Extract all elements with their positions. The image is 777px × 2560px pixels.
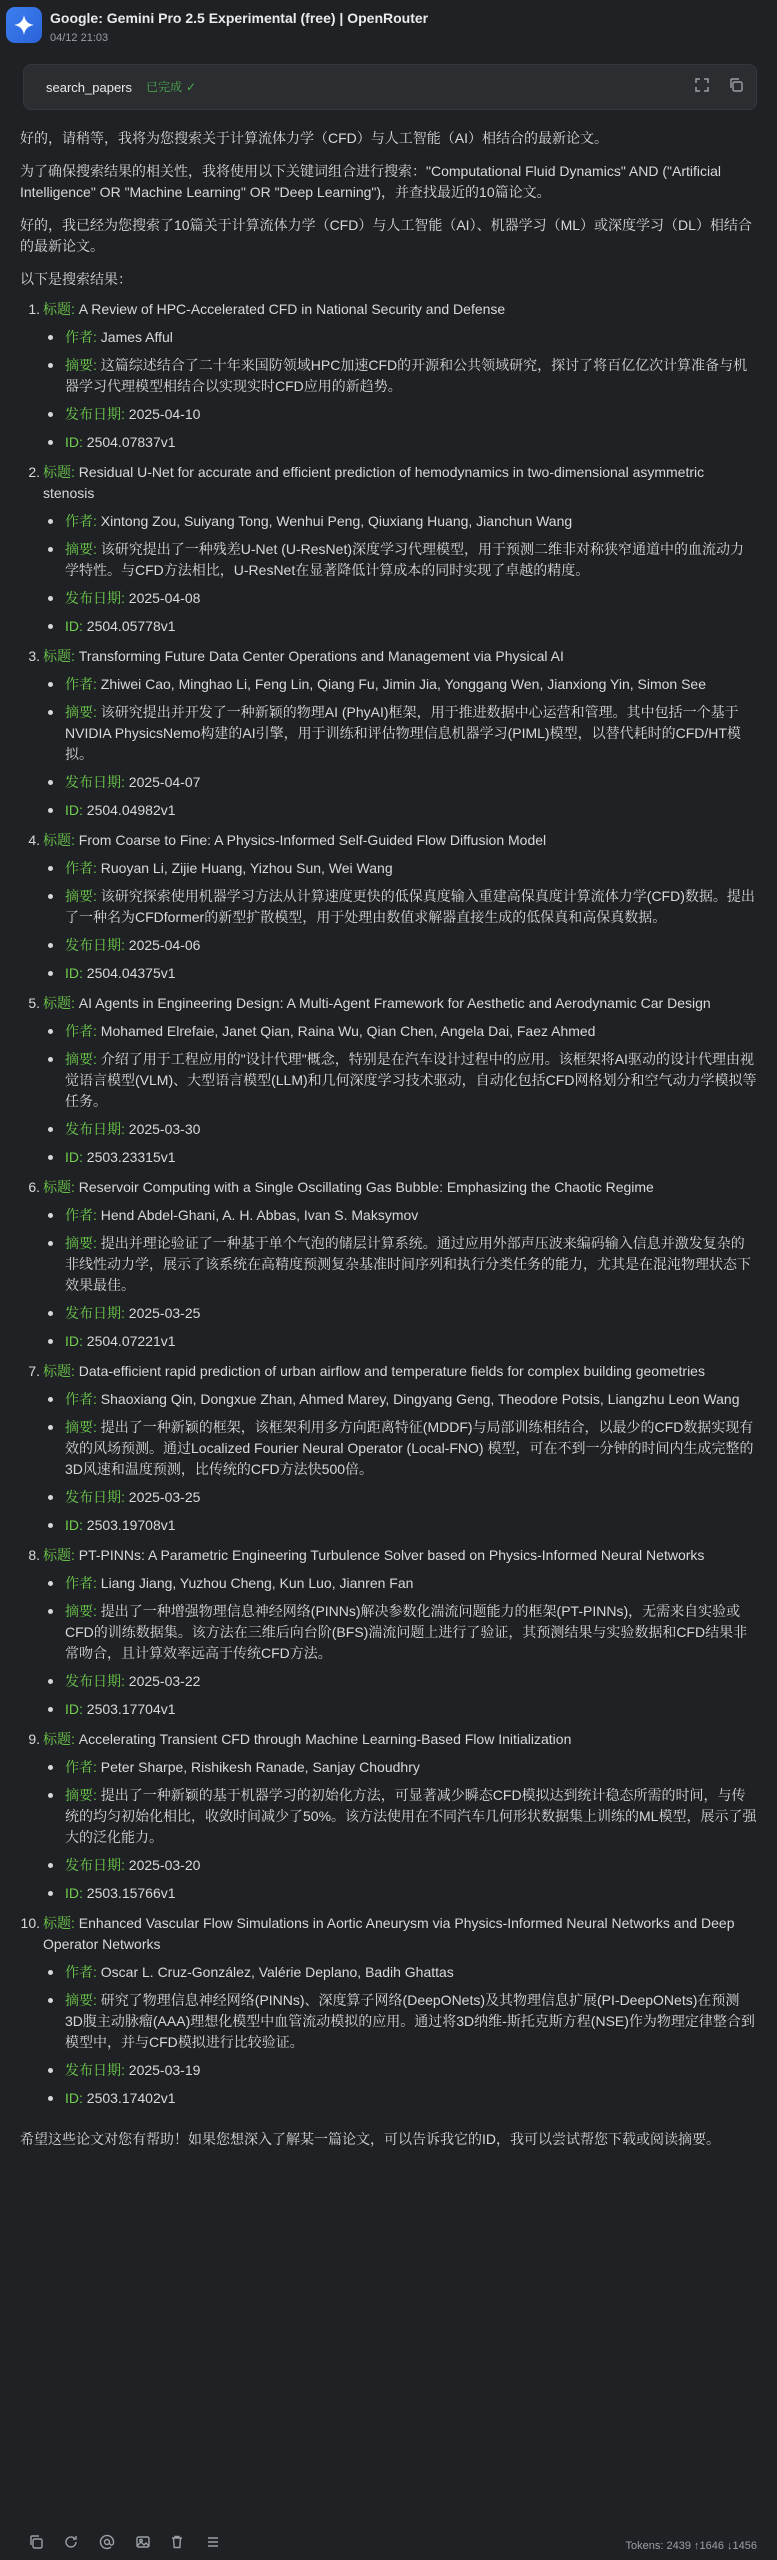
paper-abstract-row	[43, 539, 757, 581]
paper-item	[20, 1361, 757, 1536]
paper-id: 2504.04375v1	[86, 965, 176, 981]
paper-title-line	[43, 1545, 757, 1566]
paper-number: 4.	[28, 832, 40, 848]
abstract-label: 摘要:	[65, 541, 97, 557]
id-label: ID:	[65, 434, 83, 450]
paper-details	[43, 1389, 757, 1536]
paper-authors-row	[43, 1573, 757, 1594]
paper-authors: Xintong Zou, Suiyang Tong, Wenhui Peng, Qiuxiang Huang, Jianchun Wang	[100, 513, 573, 529]
paper-number: 7.	[28, 1363, 40, 1379]
paper-abstract: 提出了一种新颖的基于机器学习的初始化方法，可显著减少瞬态CFD模拟达到统计稳态所需的时间，与传统的均匀初始化相比，收敛时间减少了50%。该方法使用在不同汽车几何形状数据集上训练的ML模型，展示了强大的泛化能力。	[65, 1787, 757, 1845]
paper-title-line	[43, 646, 757, 667]
paper-item	[20, 299, 757, 453]
paper-number: 3.	[28, 648, 40, 664]
check-icon: ✓	[186, 80, 197, 94]
paper-title: Enhanced Vascular Flow Simulations in Aortic Aneurysm via Physics-Informed Neural Networks and Deep Operator Networks	[43, 1915, 735, 1952]
date-label: 发布日期:	[65, 1857, 125, 1873]
paper-title: PT-PINNs: A Parametric Engineering Turbulence Solver based on Physics-Informed Neural Networks	[78, 1547, 705, 1563]
paper-authors: Mohamed Elrefaie, Janet Qian, Raina Wu, Qian Chen, Angela Dai, Faez Ahmed	[100, 1023, 596, 1039]
paper-authors: Peter Sharpe, Rishikesh Ranade, Sanjay Choudhry	[100, 1759, 420, 1775]
paper-number: 8.	[28, 1547, 40, 1563]
id-label: ID:	[65, 802, 83, 818]
title-label: 标题:	[43, 1179, 75, 1195]
paper-details	[43, 1757, 757, 1904]
paper-date: 2025-04-06	[128, 937, 201, 953]
paper-title-line	[43, 1177, 757, 1198]
expand-icon[interactable]	[694, 77, 712, 95]
openrouter-logo-icon	[6, 7, 42, 43]
intro-paragraph: 好的，我已经为您搜索了10篇关于计算流体力学（CFD）与人工智能（AI）、机器学习（ML）或深度学习（DL）相结合的最新论文。	[20, 217, 752, 254]
authors-label: 作者:	[65, 676, 97, 692]
intro-paragraph: 为了确保搜索结果的相关性，我将使用以下关键词组合进行搜索："Computational Fluid Dynamics" AND ("Artificial Intelligence" OR "Machine Learning" OR "Deep Learning")，并查找最近的10篇论文。	[20, 163, 721, 200]
paper-item	[20, 1545, 757, 1720]
paper-id: 2503.23315v1	[86, 1149, 176, 1165]
paper-abstract: 该研究探索使用机器学习方法从计算速度更快的低保真度输入重建高保真度计算流体力学(CFD)数据。提出了一种名为CFDformer的新型扩散模型，用于处理由数值求解器直接生成的低保真和高保真数据。	[65, 888, 755, 925]
paper-item	[20, 1913, 757, 2109]
date-label: 发布日期:	[65, 937, 125, 953]
paper-title: Transforming Future Data Center Operations and Management via Physical AI	[78, 648, 564, 664]
paper-abstract-row	[43, 1785, 757, 1848]
paper-abstract: 该研究提出并开发了一种新颖的物理AI (PhyAI)框架，用于推进数据中心运营和管理。其中包括一个基于NVIDIA PhysicsNemo构建的AI引擎，用于训练和评估物理信息机器学习(PIML)模型，以替代耗时的CFD/HT模拟。	[65, 704, 741, 762]
paper-number: 10.	[20, 1915, 40, 1931]
paper-title: A Review of HPC-Accelerated CFD in National Security and Defense	[78, 301, 506, 317]
paper-item	[20, 830, 757, 984]
paper-number: 2.	[28, 464, 40, 480]
paper-title-line	[43, 1729, 757, 1750]
id-label: ID:	[65, 618, 83, 634]
paper-details	[43, 858, 757, 984]
paper-item	[20, 993, 757, 1168]
paper-title-line	[43, 462, 757, 504]
abstract-label: 摘要:	[65, 357, 97, 373]
paper-id-row	[43, 1883, 757, 1904]
paper-authors: Ruoyan Li, Zijie Huang, Yizhou Sun, Wei Wang	[100, 860, 393, 876]
paper-id-row	[43, 432, 757, 453]
paper-authors: Zhiwei Cao, Minghao Li, Feng Lin, Qiang Fu, Jimin Jia, Yonggang Wen, Jianxiong Yin, Simon See	[100, 676, 706, 692]
paper-title: Accelerating Transient CFD through Machine Learning-Based Flow Initialization	[78, 1731, 572, 1747]
abstract-label: 摘要:	[65, 1235, 97, 1251]
authors-label: 作者:	[65, 329, 97, 345]
title-label: 标题:	[43, 301, 75, 317]
abstract-label: 摘要:	[65, 1419, 97, 1435]
paper-authors-row	[43, 674, 757, 695]
menu-icon[interactable]	[205, 2534, 221, 2550]
paper-abstract: 该研究提出了一种残差U-Net (U-ResNet)深度学习代理模型，用于预测二维非对称狭窄通道中的血流动力学特性。与CFD方法相比，U-ResNet在显著降低计算成本的同时实现了卓越的精度。	[65, 541, 745, 578]
paper-title: From Coarse to Fine: A Physics-Informed Self-Guided Flow Diffusion Model	[78, 832, 547, 848]
paper-title: Reservoir Computing with a Single Oscillating Gas Bubble: Emphasizing the Chaotic Regime	[78, 1179, 654, 1195]
paper-date: 2025-03-22	[128, 1673, 201, 1689]
date-label: 发布日期:	[65, 1489, 125, 1505]
paper-abstract: 提出了一种增强物理信息神经网络(PINNs)解决参数化湍流问题能力的框架(PT-PINNs)，无需来自实验或CFD的训练数据集。该方法在三维后向台阶(BFS)湍流问题上进行了验证，其预测结果与实验数据和CFD结果非常吻合，且计算效率远高于传统CFD方法。	[65, 1603, 748, 1661]
title-label: 标题:	[43, 464, 75, 480]
paper-details	[43, 511, 757, 637]
abstract-label: 摘要:	[65, 1051, 97, 1067]
tool-call-card[interactable]	[23, 64, 757, 110]
paper-id: 2504.04982v1	[86, 802, 176, 818]
paper-date-row	[43, 588, 757, 609]
paper-abstract-row	[43, 355, 757, 397]
paper-date: 2025-03-30	[128, 1121, 201, 1137]
paper-abstract-row	[43, 1417, 757, 1480]
authors-label: 作者:	[65, 1575, 97, 1591]
date-label: 发布日期:	[65, 2062, 125, 2078]
id-label: ID:	[65, 1149, 83, 1165]
paper-title-line	[43, 830, 757, 851]
abstract-label: 摘要:	[65, 1603, 97, 1619]
tool-name: search_papers	[46, 80, 132, 95]
mention-icon[interactable]	[99, 2534, 115, 2550]
title-label: 标题:	[43, 1731, 75, 1747]
paper-authors-row	[43, 327, 757, 348]
message-actions-bar	[0, 2526, 777, 2560]
paper-id: 2503.19708v1	[86, 1517, 176, 1533]
paper-id: 2503.17402v1	[86, 2090, 176, 2106]
paper-abstract-row	[43, 1601, 757, 1664]
paper-item	[20, 1177, 757, 1352]
authors-label: 作者:	[65, 1759, 97, 1775]
token-count: Tokens: 2439 ↑1646 ↓1456	[625, 2540, 757, 2552]
title-label: 标题:	[43, 648, 75, 664]
paper-abstract: 这篇综述结合了二十年来国防领域HPC加速CFD的开源和公共领域研究，探讨了将百亿亿次计算准备与机器学习代理模型相结合以实现实时CFD应用的新趋势。	[65, 357, 748, 394]
paper-abstract: 提出并理论验证了一种基于单个气泡的储层计算系统。通过应用外部声压波来编码输入信息并激发复杂的非线性动力学，展示了该系统在高精度预测复杂基准时间序列和执行分类任务的能力，尤其是在混沌物理状态下效果最佳。	[65, 1235, 751, 1293]
paper-title-line	[43, 1913, 757, 1955]
intro-paragraph: 好的，请稍等，我将为您搜索关于计算流体力学（CFD）与人工智能（AI）相结合的最新论文。	[20, 130, 608, 146]
paper-authors: Shaoxiang Qin, Dongxue Zhan, Ahmed Marey, Dingyang Geng, Theodore Potsis, Liangzhu Leon Wang	[100, 1391, 740, 1407]
authors-label: 作者:	[65, 513, 97, 529]
paper-authors-row	[43, 858, 757, 879]
paper-id-row	[43, 2088, 757, 2109]
paper-date-row	[43, 1671, 757, 1692]
paper-authors-row	[43, 1389, 757, 1410]
authors-label: 作者:	[65, 1391, 97, 1407]
authors-label: 作者:	[65, 860, 97, 876]
paper-id: 2503.17704v1	[86, 1701, 176, 1717]
paper-title-line	[43, 1361, 757, 1382]
paper-authors: Oscar L. Cruz-González, Valérie Deplano, Badih Ghattas	[100, 1964, 454, 1980]
paper-date-row	[43, 404, 757, 425]
paper-details	[43, 1573, 757, 1720]
paper-id: 2503.15766v1	[86, 1885, 176, 1901]
paper-id-row	[43, 616, 757, 637]
paper-date: 2025-03-25	[128, 1489, 201, 1505]
paper-id-row	[43, 800, 757, 821]
title-label: 标题:	[43, 1547, 75, 1563]
paper-authors: Liang Jiang, Yuzhou Cheng, Kun Luo, Jianren Fan	[100, 1575, 414, 1591]
paper-date-row	[43, 1119, 757, 1140]
paper-number: 9.	[28, 1731, 40, 1747]
refresh-icon[interactable]	[63, 2534, 79, 2550]
title-label: 标题:	[43, 1915, 75, 1931]
paper-abstract: 提出了一种新颖的框架，该框架利用多方向距离特征(MDDF)与局部训练相结合，以最少的CFD数据实现有效的风场预测。通过Localized Fourier Neural Operator (Local-FNO) 模型，可在不到一分钟的时间内生成完整的3D风速和温度预测，比传统的CFD方法快500倍。	[65, 1419, 754, 1477]
date-label: 发布日期:	[65, 1673, 125, 1689]
copy-icon[interactable]	[728, 77, 746, 95]
paper-date-row	[43, 1303, 757, 1324]
date-label: 发布日期:	[65, 774, 125, 790]
authors-label: 作者:	[65, 1207, 97, 1223]
id-label: ID:	[65, 1517, 83, 1533]
tool-status-label: 已完成	[146, 80, 183, 94]
id-label: ID:	[65, 1701, 83, 1717]
authors-label: 作者:	[65, 1023, 97, 1039]
title-label: 标题:	[43, 995, 75, 1011]
paper-authors-row	[43, 511, 757, 532]
date-label: 发布日期:	[65, 406, 125, 422]
paper-authors-row	[43, 1757, 757, 1778]
paper-details	[43, 674, 757, 821]
chat-header	[0, 0, 777, 52]
abstract-label: 摘要:	[65, 1787, 97, 1803]
trash-icon[interactable]	[169, 2534, 185, 2550]
copy-icon[interactable]	[28, 2534, 44, 2550]
paper-title: Residual U-Net for accurate and efficient prediction of hemodynamics in two-dimensional asymmetric stenosis	[43, 464, 705, 501]
paper-authors-row	[43, 1962, 757, 1983]
paper-authors: James Afful	[100, 329, 173, 345]
paper-authors-row	[43, 1205, 757, 1226]
paper-date-row	[43, 935, 757, 956]
message-content	[0, 128, 777, 2150]
paper-number: 6.	[28, 1179, 40, 1195]
paper-authors-row	[43, 1021, 757, 1042]
paper-item	[20, 462, 757, 637]
paper-id-row	[43, 1147, 757, 1168]
image-icon[interactable]	[135, 2534, 151, 2550]
paper-abstract-row	[43, 1990, 757, 2053]
paper-id-row	[43, 963, 757, 984]
id-label: ID:	[65, 965, 83, 981]
paper-date: 2025-03-20	[128, 1857, 201, 1873]
paper-date: 2025-03-25	[128, 1305, 201, 1321]
paper-id-row	[43, 1331, 757, 1352]
paper-id-row	[43, 1699, 757, 1720]
paper-date: 2025-04-07	[128, 774, 201, 790]
paper-date: 2025-04-08	[128, 590, 201, 606]
closing-paragraph: 希望这些论文对您有帮助！如果您想深入了解某一篇论文，可以告诉我它的ID，我可以尝试帮您下载或阅读摘要。	[20, 2131, 720, 2147]
message-timestamp: 04/12 21:03	[50, 32, 109, 44]
tool-status	[146, 77, 196, 98]
title-label: 标题:	[43, 1363, 75, 1379]
paper-title: Data-efficient rapid prediction of urban airflow and temperature fields for complex building geometries	[78, 1363, 705, 1379]
date-label: 发布日期:	[65, 1121, 125, 1137]
paper-number: 5.	[28, 995, 40, 1011]
paper-item	[20, 646, 757, 821]
model-title: Google: Gemini Pro 2.5 Experimental (free) | OpenRouter	[50, 10, 429, 26]
paper-id: 2504.07837v1	[86, 434, 176, 450]
results-heading: 以下是搜索结果：	[20, 271, 132, 287]
paper-title-line	[43, 299, 757, 320]
paper-details	[43, 1205, 757, 1352]
paper-date-row	[43, 2060, 757, 2081]
date-label: 发布日期:	[65, 1305, 125, 1321]
abstract-label: 摘要:	[65, 1992, 97, 2008]
paper-title-line	[43, 993, 757, 1014]
paper-details	[43, 327, 757, 453]
id-label: ID:	[65, 1333, 83, 1349]
paper-abstract-row	[43, 1049, 757, 1112]
paper-title: AI Agents in Engineering Design: A Multi-Agent Framework for Aesthetic and Aerodynamic Car Design	[78, 995, 711, 1011]
authors-label: 作者:	[65, 1964, 97, 1980]
paper-abstract-row	[43, 886, 757, 928]
id-label: ID:	[65, 2090, 83, 2106]
date-label: 发布日期:	[65, 590, 125, 606]
paper-id-row	[43, 1515, 757, 1536]
paper-abstract-row	[43, 1233, 757, 1296]
abstract-label: 摘要:	[65, 704, 97, 720]
paper-abstract-row	[43, 702, 757, 765]
paper-authors: Hend Abdel-Ghani, A. H. Abbas, Ivan S. Maksymov	[100, 1207, 419, 1223]
paper-abstract: 介绍了用于工程应用的"设计代理"概念，特别是在汽车设计过程中的应用。该框架将AI驱动的设计代理由视觉语言模型(VLM)、大型语言模型(LLM)和几何深度学习技术驱动，自动化包括CFD网格划分和空气动力学模拟等任务。	[65, 1051, 757, 1109]
paper-date: 2025-04-10	[128, 406, 201, 422]
paper-details	[43, 1021, 757, 1168]
paper-date-row	[43, 1855, 757, 1876]
paper-date-row	[43, 772, 757, 793]
paper-abstract: 研究了物理信息神经网络(PINNs)、深度算子网络(DeepONets)及其物理信息扩展(PI-DeepONets)在预测3D腹主动脉瘤(AAA)理想化模型中血管流动模拟的应用。通过将3D纳维-斯托克斯方程(NSE)作为物理定律整合到模型中，并与CFD模拟进行比较验证。	[65, 1992, 755, 2050]
abstract-label: 摘要:	[65, 888, 97, 904]
id-label: ID:	[65, 1885, 83, 1901]
paper-item	[20, 1729, 757, 1904]
paper-date-row	[43, 1487, 757, 1508]
paper-date: 2025-03-19	[128, 2062, 201, 2078]
paper-id: 2504.07221v1	[86, 1333, 176, 1349]
paper-details	[43, 1962, 757, 2109]
title-label: 标题:	[43, 832, 75, 848]
paper-number: 1.	[28, 301, 40, 317]
paper-id: 2504.05778v1	[86, 618, 176, 634]
paper-list	[20, 299, 757, 2109]
